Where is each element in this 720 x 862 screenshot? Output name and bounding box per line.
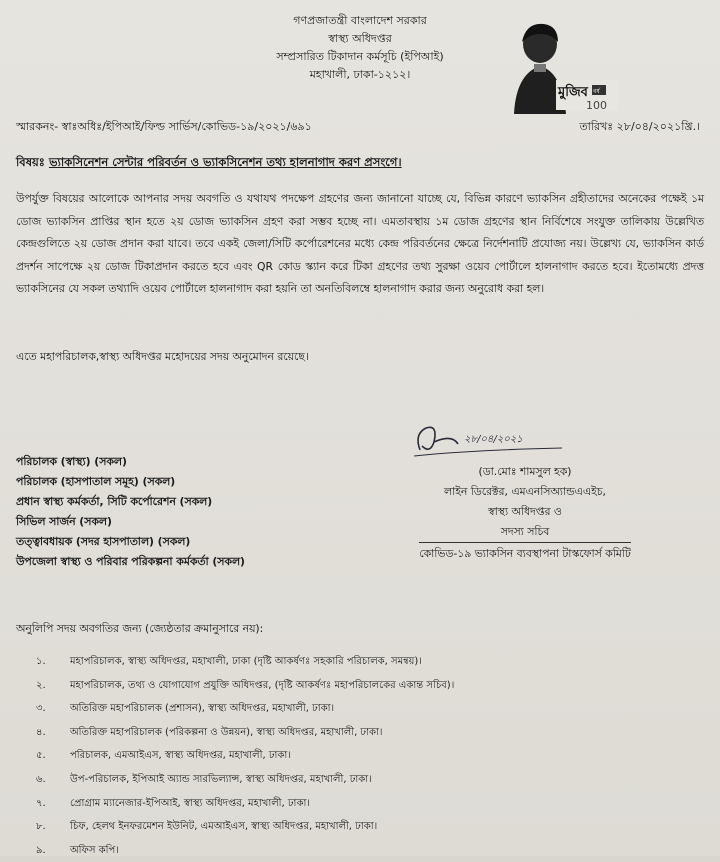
logo-number: 100 xyxy=(586,99,607,112)
recipient-item: সিভিল সার্জন (সকল) xyxy=(16,515,112,528)
handwritten-signature xyxy=(412,420,572,460)
mujib-borsho-logo xyxy=(500,14,620,114)
signatory-title: সদস্য সচিব xyxy=(500,525,550,538)
cc-item: ২. মহাপরিচালক, তথ্য ও যোগাযোগ প্রযুক্তি অধিদপ্তর, (দৃষ্টি আকর্ষণঃ মহাপরিচালকের একান্ত সচিব)। xyxy=(36,679,455,691)
subject-text: ভ্যাকসিনেশন সেন্টার পরিবর্তন ও ভ্যাকসিনেশন তথ্য হালনাগাদ করণ প্রসংগে। xyxy=(48,155,402,169)
recipient-item: পরিচালক (স্বাস্থ্য) (সকল) xyxy=(16,455,127,468)
cc-heading: অনুলিপি সদয় অবগতির জন্য (জ্যেষ্ঠতার ক্রমানুসারে নয়): xyxy=(16,622,264,635)
logo-badge: বর্ষ xyxy=(593,88,600,95)
signatory-committee: কোভিড-১৯ ভ্যাকসিন ব্যবস্থাপনা টাস্কফোর্স কমিটি xyxy=(419,542,631,564)
signature-date: ২৮/০৪/২০২১ xyxy=(464,434,523,445)
cc-item: ৫. পরিচালক, এমআইএস, স্বাস্থ্য অধিদপ্তর, মহাখালী, ঢাকা। xyxy=(36,750,291,762)
memo-date: তারিখঃ ২৮/০৪/২০২১খ্রি.। xyxy=(579,120,700,133)
signatory-name: (ডা.মোঃ শামসুল হক) xyxy=(478,465,572,478)
cc-item: ১. মহাপরিচালক, স্বাস্থ্য অধিদপ্তর, মহাখালী, ঢাকা (দৃষ্টি আকর্ষণঃ সহকারি পরিচালক, সমন্বয়)। xyxy=(36,656,422,667)
header-line-department: স্বাস্থ্য অধিদপ্তর xyxy=(328,32,392,45)
cc-item: ৩. অতিরিক্ত মহাপরিচালক (প্রশাসন), স্বাস্থ্য অধিদপ্তর, মহাখালী, ঢাকা। xyxy=(36,703,335,715)
cc-item: ৬. উপ-পরিচালক, ইপিআই অ্যান্ড সারভিল্যান্স, স্বাস্থ্য অধিদপ্তর, মহাখালী, ঢাকা। xyxy=(36,773,372,785)
cc-item: ৭. প্রোগ্রাম ম্যানেজার-ইপিআই, স্বাস্থ্য অধিদপ্তর, মহাখালী, ঢাকা। xyxy=(36,797,310,809)
cc-item: ৯. অফিস কপি। xyxy=(36,844,119,856)
header-line-program: সম্প্রসারিত টিকাদান কর্মসূচি (ইপিআই) xyxy=(276,50,444,63)
body-paragraph: উপর্যুক্ত বিষয়ের আলোকে আপনার সদয় অবগতি ও যথাযথ পদক্ষেপ গ্রহণের জন্য জানানো যাচ্ছে যে, বিভিন্ন কারণে ভ্যাকসিন গ্রহীতাদের অনেকের পক্ষেই ১ম ডোজ ভ্যাকসিন প্রাপ্তির স্থান হতে ২য় ডোজ ভ্যাকসিন গ্রহণ করা সম্ভব হচ্ছে না। এমতাবস্থায় ১ম ডোজ গ্রহণের স্থান নির্বিশেষে সংযুক্ত তালিকায় উল্লেখিত কেন্দ্রগুলিতে ২য় ডোজ প্রদান করা যাবে। তবে একই জেলা/সিটি কর্পোরেশনের মধ্যে কেন্দ্র পরিবর্তনের ক্ষেত্রে নির্দেশনাটি প্রযোজ্য নয়। উল্লেখ্য যে, ভ্যাকসিন কার্ড প্রদর্শন সাপেক্ষে ২য় ডোজ টিকাপ্রদান করতে হবে এবং QR কোড স্ক্যান করে টিকা গ্রহণের তথ্য সুরক্ষা ওয়েব পোর্টালে হালনাগাদ করতে হবে। ইতোমধ্যে প্রদত্ত ভ্যাকসিনের যে সকল তথ্যাদি ওয়েব পোর্টালে হালনাগাদ করা হয়নি তা অনতিবিলম্বে হালনাগাদ করার জন্য অনুরোধ করা হল। xyxy=(16,192,704,295)
signatory-title: স্বাস্থ্য অধিদপ্তর ও xyxy=(488,505,562,518)
header-line-address: মহাখালী, ঢাকা-১২১২। xyxy=(309,68,411,81)
subject-line xyxy=(16,154,402,173)
recipient-item: উপজেলা স্বাস্থ্য ও পরিবার পরিকল্পনা কর্মকর্তা (সকল) xyxy=(16,555,245,568)
recipient-item: তত্ত্বাবধায়ক (সদর হাসপাতাল) (সকল) xyxy=(16,535,191,548)
recipient-list xyxy=(16,452,245,572)
signatory-title: লাইন ডিরেক্টর, এমএনসিঅ্যান্ডএএইচ, xyxy=(444,485,606,498)
header-line-government: গণপ্রজাতন্ত্রী বাংলাদেশ সরকার xyxy=(293,14,427,27)
logo-text: মুজিব xyxy=(558,85,588,100)
signatory-block xyxy=(380,462,670,564)
cc-list xyxy=(36,650,454,862)
recipient-item: পরিচালক (হাসপাতাল সমূহ) (সকল) xyxy=(16,475,176,488)
memo-reference-number: স্মারকনং- স্বাঃঅধিঃ/ইপিআই/ফিল্ড সার্ভিস/কোভিড-১৯/২০২১/৬৯১ xyxy=(16,120,312,133)
approval-note: এতে মহাপরিচালক,স্বাস্থ্য অধিদপ্তর মহোদয়ের সদয় অনুমোদন রয়েছে। xyxy=(16,350,309,363)
cc-item: ৮. চিফ, হেলথ ইনফরমেশন ইউনিট, এমআইএস, স্বাস্থ্য অধিদপ্তর, মহাখালী, ঢাকা। xyxy=(36,821,378,833)
recipient-item: প্রধান স্বাস্থ্য কর্মকর্তা, সিটি কর্পোরেশন (সকল) xyxy=(16,495,213,508)
subject-label: বিষয়ঃ xyxy=(16,155,45,169)
cc-item: ৪. অতিরিক্ত মহাপরিচালক (পরিকল্পনা ও উন্নয়ন), স্বাস্থ্য অধিদপ্তর, মহাখালী, ঢাকা। xyxy=(36,726,383,738)
